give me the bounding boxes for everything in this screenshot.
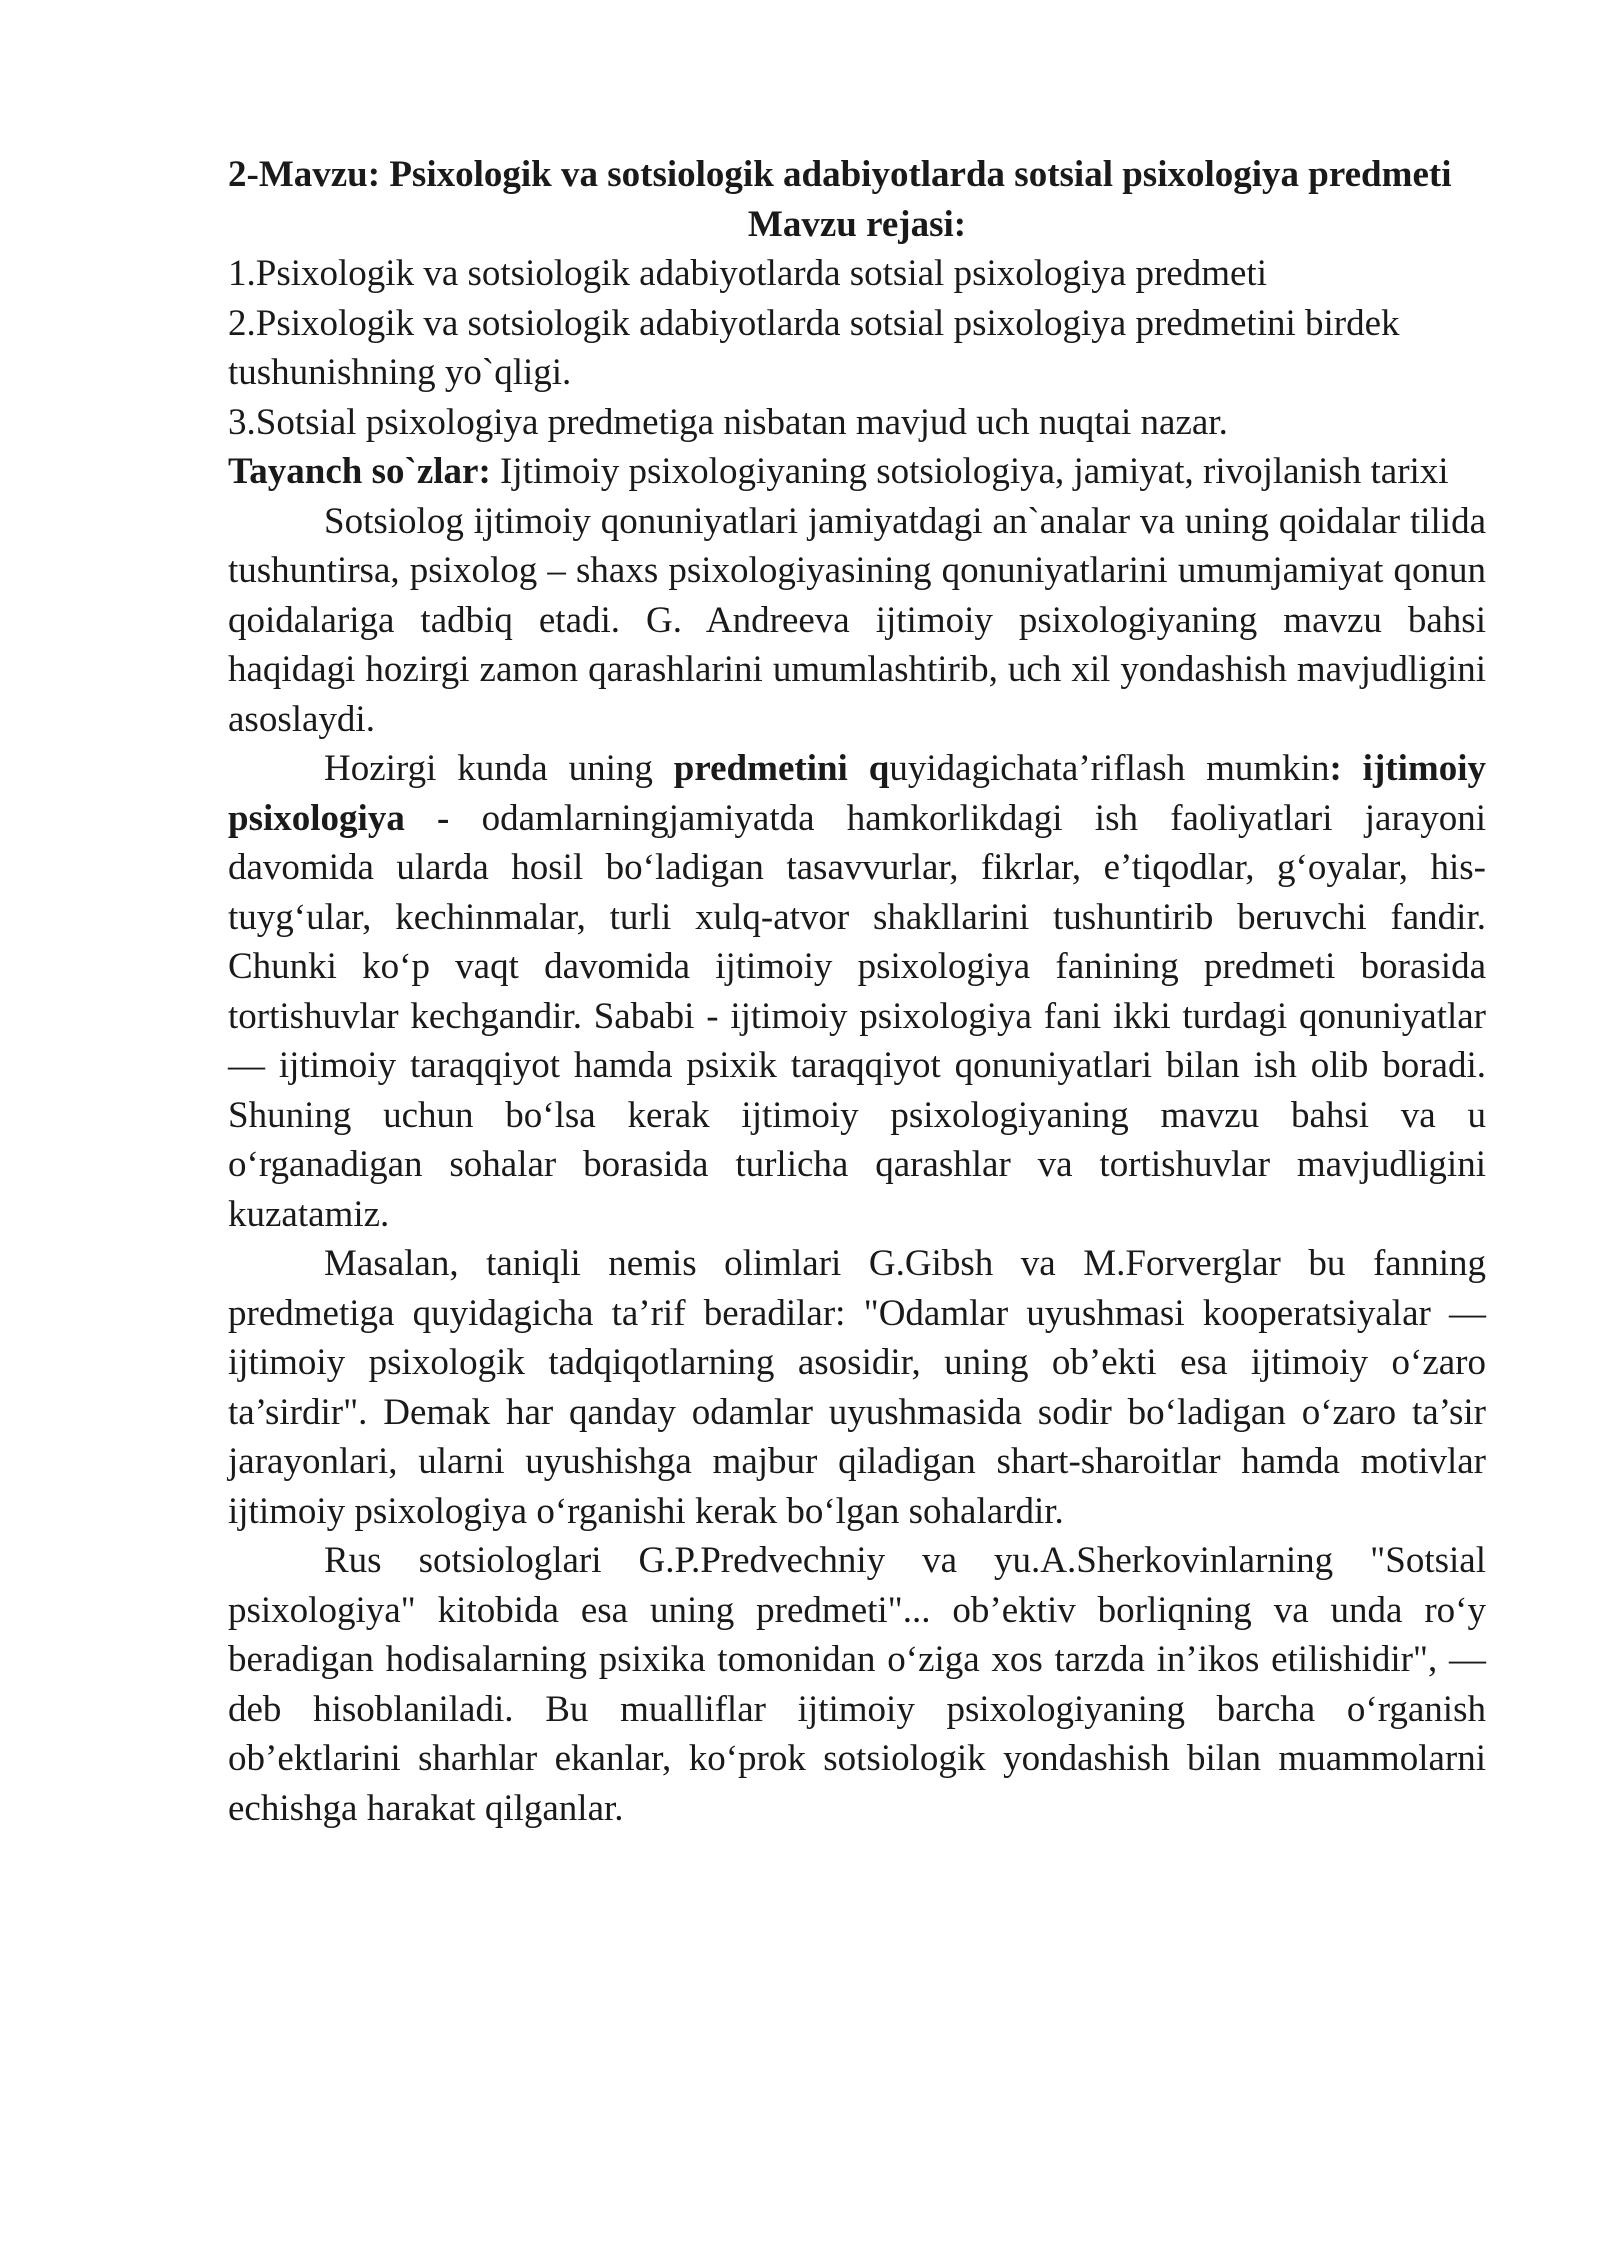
keywords-paragraph bbox=[228, 447, 1486, 497]
paragraph-2 bbox=[228, 744, 1486, 1239]
keywords-label: Tayanch so`zlar: bbox=[228, 451, 491, 492]
paragraph-2-bold-definition: : ijtimoiy psixologiya - bbox=[228, 748, 1486, 839]
plan-heading: Mavzu rejasi: bbox=[747, 203, 967, 245]
paragraph-3: Masalan, taniqli nemis olimlari G.Gibsh va M.Forverglar bu fanning predmetiga quyidagicha ta’rif beradilar: "Odamlar uyushmasi kooperatsiyalar — ijtimoiy psixologik tadqiqotlarning asosidir, uning ob’ekti esa ijtimoiy o‘zaro ta’sirdir". Demak har qanday odamlar uyushmasida sodir bo‘ladigan o‘zaro ta’sir jarayonlari, ularni uyushishga majbur qiladigan shart-sharoitlar hamda motivlar ijtimoiy psixologiya o‘rganishi kerak bo‘lgan sohalardir. bbox=[228, 1243, 1486, 1532]
document-title: 2-Mavzu: Psixologik va sotsiologik adabiyotlarda sotsial psixologiya predmeti bbox=[228, 154, 1452, 195]
keywords-text: Ijtimoiy psixologiyaning sotsiologiya, jamiyat, rivojlanish tarixi bbox=[490, 451, 1449, 492]
paragraph-2-part-a: Hozirgi kunda uning bbox=[324, 748, 674, 789]
paragraph-2-part-c: uyidagichata’riflash mumkin bbox=[889, 748, 1330, 789]
paragraph-2-part-e: odamlarningjamiyatda hamkorlikdagi ish faoliyatlari jarayoni davomida ularda hosil bo‘ladigan tasavvurlar, fikrlar, e’tiqodlar, g‘oyalar, his-tuyg‘ular, kechinmalar, turli xulq-atvor shakllarini tushuntirib beruvchi fandir. Chunki ko‘p vaqt davomida ijtimoiy psixologiya fanining predmeti borasida tortishuvlar kechgandir. Sababi - ijtimoiy psixologiya fani ikki turdagi qonuniyatlar — ijtimoiy taraqqiyot hamda psixik taraqqiyot qonuniyatlari bilan ish olib boradi. Shuning uchun bo‘lsa kerak ijtimoiy psixologiyaning mavzu bahsi va u o‘rganadigan sohalar borasida turlicha qarashlar va tortishuvlar mavjudligini kuzatamiz. bbox=[228, 797, 1487, 1235]
paragraph-4: Rus sotsiologlari G.P.Predvechniy va yu.A.Sherkovinlarning "Sotsial psixologiya" kitobida esa uning predmeti"... ob’ektiv borliqning va unda ro‘y beradigan hodisalarning psixika tomonidan o‘ziga xos tarzda in’ikos etilishidir", — deb hisoblaniladi. Bu mualliflar ijtimoiy psixologiyaning barcha o‘rganish ob’ektlarini sharhlar ekanlar, ko‘prok sotsiologik yondashish bilan muammolarni echishga harakat qilganlar. bbox=[228, 1540, 1486, 1829]
paragraph-2-bold-term: predmetini q bbox=[673, 748, 890, 789]
paragraph-1: Sotsiolog ijtimoiy qonuniyatlari jamiyatdagi an`analar va uning qoidalar tilida tushuntirsa, psixolog – shaxs psixologiyasining qonuniyatlarini umumjamiyat qonun qoidalariga tadbiq etadi. G. Andreeva ijtimoiy psixologiyaning mavzu bahsi haqidagi hozirgi zamon qarashlarini umumlashtirib, uch xil yondashish mavjudligini asoslaydi. bbox=[228, 500, 1486, 740]
plan-item-3: 3.Sotsial psixologiya predmetiga nisbatan mavjud uch nuqtai nazar. bbox=[228, 401, 1228, 443]
plan-item-1: 1.Psixologik va sotsiologik adabiyotlarda sotsial psixologiya predmeti bbox=[228, 253, 1267, 294]
plan-item-2: 2.Psixologik va sotsiologik adabiyotlarda sotsial psixologiya predmetini birdek tushunishning yo`qligi. bbox=[228, 302, 1400, 393]
document-page bbox=[228, 150, 1486, 1833]
